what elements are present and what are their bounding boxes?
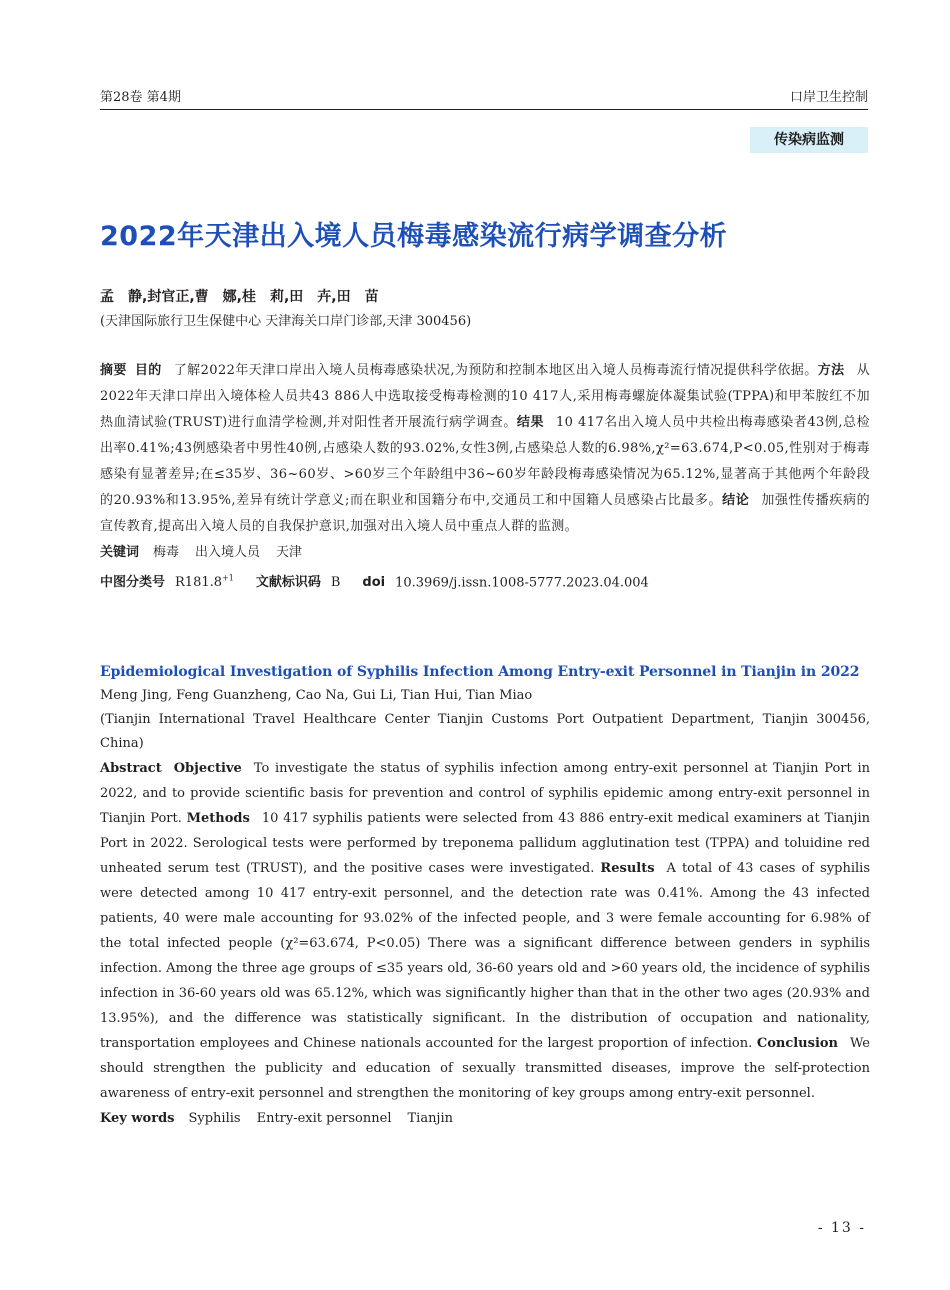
en-methods-label: Methods <box>186 811 250 826</box>
cn-abstract <box>100 358 870 540</box>
en-title: Epidemiological Investigation of Syphilis Infection Among Entry-exit Personnel in Tianjin in 2022 <box>100 664 860 680</box>
en-abstract <box>100 756 870 1106</box>
clc-value: $R181.8^{+1}$ <box>175 574 234 591</box>
en-keyword: Entry-exit personnel <box>256 1111 392 1126</box>
cn-conclusion-text: 加强性传播疾病的宣传教育,提高出入境人员的自我保护意识,加强对出入境人员中重点人群的监测。 <box>100 493 870 534</box>
cn-results-text: 10 417名出入境人员中共检出梅毒感染者43例,总检出率0.41%;43例感染者中男性40例,占感染人数的93.02%,女性3例,占感染总人数的6.98%,χ²=63.674,P<0.05,性别对于梅毒感染有显著差异;在≤35岁、36~60岁、>60岁三个年龄组中36~60岁年龄段梅毒感染情况为65.12%,显著高于其他两个年龄段的20.93%和13.95%,差异有统计学意义;而在职业和国籍分布中,交通员工和中国籍人员感染占比最多。 <box>100 415 870 508</box>
en-objective-label: Objective <box>173 761 242 776</box>
en-abstract-label: Abstract <box>100 761 162 776</box>
header-divider <box>100 109 868 110</box>
chinese-abstract-block <box>100 358 870 596</box>
doi-value: 10.3969/j.issn.1008-5777.2023.04.004 <box>395 575 649 591</box>
cn-keywords-label: 关键词 <box>100 545 140 560</box>
journal-issue: 第28卷 第4期 <box>100 90 181 105</box>
en-methods-text: 10 417 syphilis patients were selected from 43 886 entry-exit medical examiners at Tianjin Port in 2022. Serological tests were performed by treponema pallidum agglutination test (TPPA) and toluidine red unheated serum test (TRUST), and the positive cases were investigated. <box>100 811 870 876</box>
clc-sup: +1 <box>222 574 234 583</box>
article-title: 2022年天津出入境人员梅毒感染流行病学调查分析 <box>100 221 728 252</box>
cn-abstract-label: 摘要 <box>100 363 127 378</box>
cn-conclusion-label: 结论 <box>722 493 750 508</box>
english-abstract-block <box>100 660 870 1131</box>
cn-keyword: 天津 <box>276 545 303 560</box>
cn-results-label: 结果 <box>516 415 544 430</box>
page-number: - 13 - <box>817 1220 866 1236</box>
authors: 孟 静,封官正,曹 娜,桂 莉,田 卉,田 苗 <box>100 289 379 305</box>
section-tag: 传染病监测 <box>750 127 868 153</box>
en-keyword: Syphilis <box>188 1111 241 1126</box>
en-keyword: Tianjin <box>407 1111 453 1126</box>
affiliation: (天津国际旅行卫生保健中心 天津海关口岸门诊部,天津 300456) <box>100 314 472 329</box>
doc-code-label: 文献标识码 <box>255 575 321 591</box>
cn-keywords <box>100 540 870 566</box>
cn-methods-text: 从2022年天津口岸出入境体检人员共43 886人中选取接受梅毒检测的10 417人,采用梅毒螺旋体凝集试验(TPPA)和甲苯胺红不加热血清试验(TRUST)进行血清学检测,并对阳性者开展流行病学调查。 <box>100 363 870 430</box>
en-results-label: Results <box>600 861 655 876</box>
en-authors: Meng Jing, Feng Guanzheng, Cao Na, Gui Li, Tian Hui, Tian Miao <box>100 688 533 703</box>
cn-keyword: 梅毒 <box>153 545 180 560</box>
cn-objective-label: 目的 <box>134 363 162 378</box>
doc-code-value: B <box>330 575 341 591</box>
journal-name: 口岸卫生控制 <box>789 90 868 105</box>
cn-keyword: 出入境人员 <box>195 545 261 560</box>
en-conclusion-label: Conclusion <box>756 1036 838 1051</box>
en-keywords <box>100 1106 870 1131</box>
cn-objective-text: 了解2022年天津口岸出入境人员梅毒感染状况,为预防和控制本地区出入境人员梅毒流行情况提供科学依据。 <box>173 363 818 378</box>
en-affiliation: (Tianjin International Travel Healthcare Center Tianjin Customs Port Outpatient Department, Tianjin 300456, China) <box>100 712 870 751</box>
en-objective-text: To investigate the status of syphilis infection among entry-exit personnel at Tianjin Port in 2022, and to provide scientific basis for prevention and control of syphilis epidemic among entry-exit personnel in Tianjin Port. <box>100 761 870 826</box>
classification-line <box>100 566 870 596</box>
cn-methods-label: 方法 <box>817 363 845 378</box>
en-keywords-label: Key words <box>100 1111 175 1126</box>
en-results-text: A total of 43 cases of syphilis were detected among 10 417 entry-exit personnel, and the detection rate was 0.41%. Among the 43 infected patients, 40 were male accounting for 93.02% of the infected people, and 3 were female accounting for 6.98% of the total infected people (χ²=63.674, P<0.05) There was a significant difference between genders in syphilis infection. Among the three age groups of ≤35 years old, 36-60 years old and >60 years old, the incidence of syphilis infection in 36-60 years old was 65.12%, which was significantly higher than that in the other two ages (20.93% and 13.95%), and the difference was statistically significant. In the distribution of occupation and nationality, transportation employees and Chinese nationals accounted for the largest proportion of infection. <box>100 861 870 1051</box>
clc-label: 中图分类号 <box>100 575 166 591</box>
doi-label: doi <box>362 575 386 591</box>
en-conclusion-text: We should strengthen the publicity and education of sexually transmitted diseases, improve the self-protection awareness of entry-exit personnel and strengthen the monitoring of key groups among entry-exit personnel. <box>100 1036 870 1101</box>
